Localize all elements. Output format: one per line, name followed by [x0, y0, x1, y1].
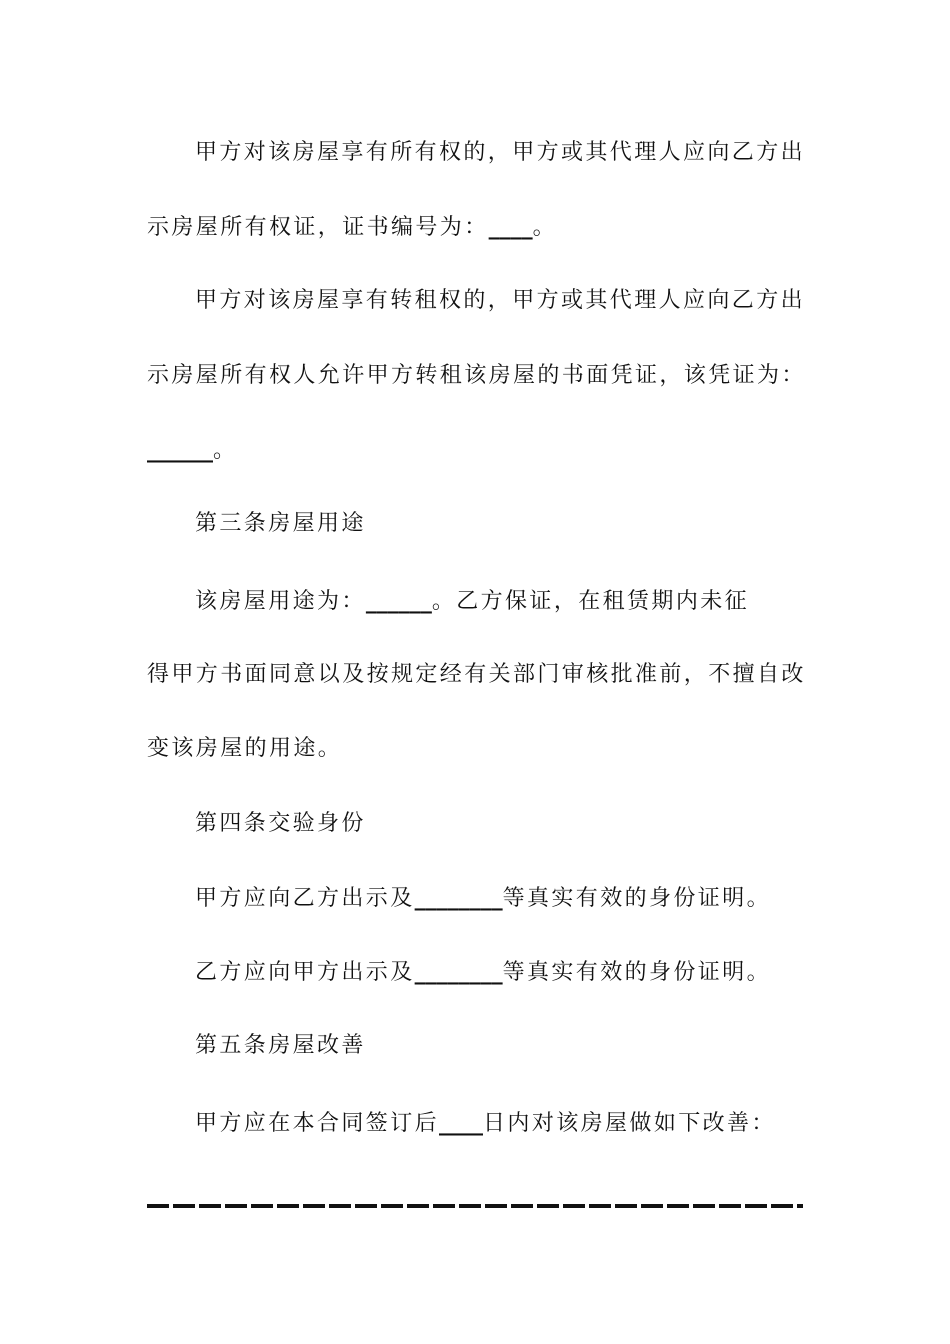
- article-3-line-1: [195, 586, 749, 617]
- house-use-blank: ______: [365, 588, 432, 614]
- certificate-number-blank: ____: [488, 214, 533, 240]
- text-segment: 甲方应在本合同签订后: [195, 1111, 440, 1136]
- article-4-line-2: [195, 957, 771, 988]
- paragraph-sublease-line-1: 甲方对该房屋享有转租权的，甲方或其代理人应向乙方出: [195, 288, 806, 313]
- text-segment: 该房屋用途为：: [195, 589, 366, 614]
- paragraph-sublease-line-3: [147, 435, 237, 466]
- party-b-id-blank: ________: [414, 959, 503, 985]
- text-segment: 日内对该房屋做如下改善：: [483, 1111, 776, 1136]
- text-segment: 示房屋所有权证，证书编号为：: [147, 215, 489, 240]
- article-4-heading: 第四条交验身份: [195, 811, 366, 836]
- text-segment: 。: [213, 438, 238, 463]
- article-3-line-3: 变该房屋的用途。: [147, 736, 343, 761]
- text-segment: 。乙方保证，在租赁期内未征: [431, 589, 750, 614]
- article-5-heading: 第五条房屋改善: [195, 1033, 366, 1058]
- article-3-heading: 第三条房屋用途: [195, 511, 366, 536]
- party-a-id-blank: ________: [414, 885, 503, 911]
- improvement-days-blank: ____: [439, 1110, 484, 1136]
- text-segment: 等真实有效的身份证明。: [502, 886, 772, 911]
- article-4-line-1: [195, 883, 771, 914]
- text-segment: 等真实有效的身份证明。: [502, 960, 772, 985]
- paragraph-ownership-line-1: 甲方对该房屋享有所有权的，甲方或其代理人应向乙方出: [195, 140, 806, 165]
- paragraph-ownership-line-2: [147, 212, 557, 243]
- improvement-fill-in-line: [147, 1204, 803, 1208]
- text-segment: 。: [532, 215, 558, 240]
- text-segment: 甲方应向乙方出示及: [195, 886, 415, 911]
- paragraph-sublease-line-2: 示房屋所有权人允许甲方转租该房屋的书面凭证，该凭证为：: [147, 363, 806, 388]
- article-3-line-2: 得甲方书面同意以及按规定经有关部门审核批准前，不擅自改: [147, 662, 806, 687]
- text-segment: 乙方应向甲方出示及: [195, 960, 415, 985]
- sublease-certificate-blank: ______: [147, 437, 213, 463]
- article-5-line-1: [195, 1108, 776, 1139]
